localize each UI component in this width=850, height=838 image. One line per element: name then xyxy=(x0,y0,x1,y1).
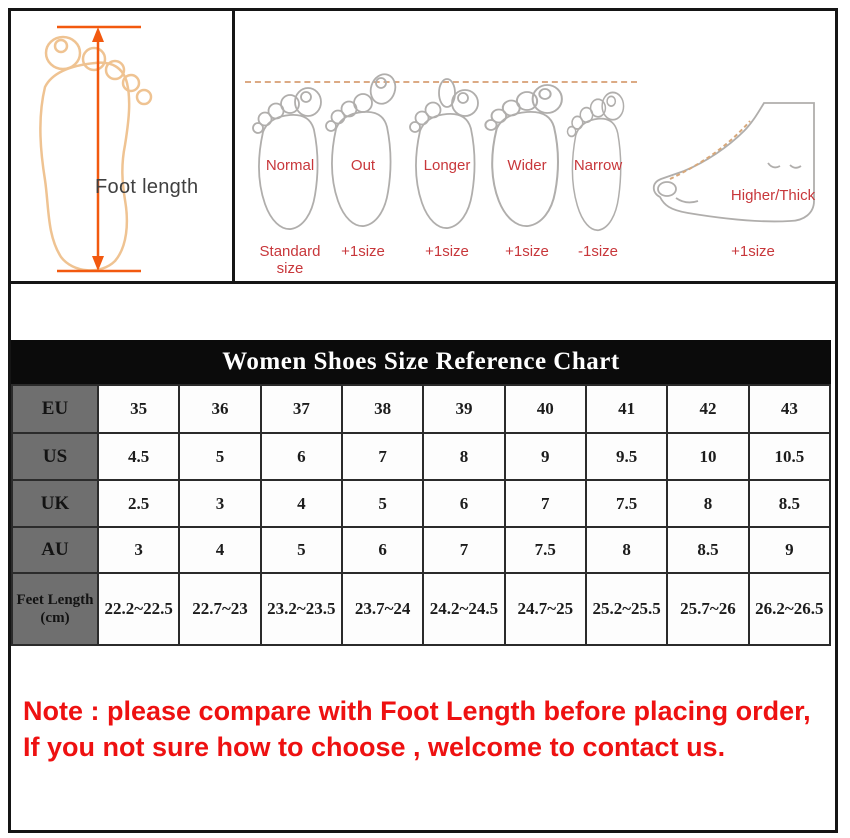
foot-normal-icon xyxy=(250,64,330,239)
order-note-line1: Note : please compare with Foot Length before placing order, xyxy=(23,696,811,726)
size-cell: 7.5 xyxy=(505,527,586,573)
fit-type-label-normal: Normal xyxy=(265,157,315,174)
table-row-au xyxy=(12,527,830,573)
size-cell: 10 xyxy=(667,433,748,480)
size-chart-table xyxy=(11,384,831,646)
size-cell: 8 xyxy=(423,433,504,480)
size-cell: 9 xyxy=(749,527,830,573)
size-cell: 2.5 xyxy=(98,480,179,527)
size-cell: 9 xyxy=(505,433,586,480)
foot-length-measure-icon xyxy=(17,15,222,277)
fit-advice-longer: +1size xyxy=(425,243,469,260)
table-row-us xyxy=(12,433,830,480)
fit-guide-panel xyxy=(235,11,835,281)
size-chart-title: Women Shoes Size Reference Chart xyxy=(11,340,831,384)
size-cell: 3 xyxy=(98,527,179,573)
order-note xyxy=(11,694,835,765)
size-cell: 10.5 xyxy=(749,433,830,480)
fit-advice-normal: Standard size xyxy=(259,243,321,278)
order-note-line2: If you not sure how to choose , welcome to contact us. xyxy=(23,731,726,762)
size-cell: 25.7~26 xyxy=(667,573,748,645)
size-cell: 7.5 xyxy=(586,480,667,527)
size-cell: 5 xyxy=(342,480,423,527)
size-cell: 7 xyxy=(342,433,423,480)
foot-length-label: Foot length xyxy=(95,176,199,198)
size-cell: 5 xyxy=(179,433,260,480)
fit-type-label-wider: Wider xyxy=(507,157,547,174)
foot-narrow-icon xyxy=(565,69,631,240)
fit-type-label-longer: Longer xyxy=(423,157,471,174)
size-cell: 8 xyxy=(586,527,667,573)
size-cell: 41 xyxy=(586,385,667,433)
size-cell: 36 xyxy=(179,385,260,433)
size-cell: 43 xyxy=(749,385,830,433)
row-header-feet-length: Feet Length (cm) xyxy=(12,573,98,645)
row-header-au: AU xyxy=(12,527,98,573)
top-section xyxy=(11,11,835,284)
foot-side-profile-icon xyxy=(648,101,823,246)
size-cell: 4 xyxy=(179,527,260,573)
size-cell: 8 xyxy=(667,480,748,527)
size-cell: 22.7~23 xyxy=(179,573,260,645)
size-chart-section xyxy=(11,340,831,646)
size-cell: 6 xyxy=(342,527,423,573)
row-header-us: US xyxy=(12,433,98,480)
fit-advice-wider: +1size xyxy=(505,243,549,260)
fit-advice-out: +1size xyxy=(341,243,385,260)
size-cell: 9.5 xyxy=(586,433,667,480)
size-cell: 35 xyxy=(98,385,179,433)
size-cell: 23.2~23.5 xyxy=(261,573,342,645)
size-cell: 24.2~24.5 xyxy=(423,573,504,645)
size-cell: 6 xyxy=(261,433,342,480)
size-cell: 23.7~24 xyxy=(342,573,423,645)
row-header-uk: UK xyxy=(12,480,98,527)
foot-wider-icon xyxy=(482,61,572,236)
size-cell: 7 xyxy=(505,480,586,527)
fit-advice-narrow: -1size xyxy=(577,243,619,260)
size-cell: 42 xyxy=(667,385,748,433)
size-cell: 6 xyxy=(423,480,504,527)
table-row-eu xyxy=(12,385,830,433)
table-row-uk xyxy=(12,480,830,527)
foot-measure-panel xyxy=(11,11,235,281)
size-cell: 3 xyxy=(179,480,260,527)
size-cell: 22.2~22.5 xyxy=(98,573,179,645)
fit-type-label-narrow: Narrow xyxy=(573,157,623,174)
size-cell: 7 xyxy=(423,527,504,573)
outer-frame xyxy=(8,8,838,833)
size-cell: 37 xyxy=(261,385,342,433)
size-cell: 24.7~25 xyxy=(505,573,586,645)
size-cell: 8.5 xyxy=(667,527,748,573)
table-row-feet-length xyxy=(12,573,830,645)
foot-out-icon xyxy=(323,61,403,236)
size-cell: 4.5 xyxy=(98,433,179,480)
size-cell: 38 xyxy=(342,385,423,433)
size-cell: 26.2~26.5 xyxy=(749,573,830,645)
size-cell: 39 xyxy=(423,385,504,433)
size-cell: 40 xyxy=(505,385,586,433)
foot-longer-icon xyxy=(407,63,487,238)
size-cell: 5 xyxy=(261,527,342,573)
fit-type-label-out: Out xyxy=(350,157,376,174)
size-cell: 4 xyxy=(261,480,342,527)
size-cell: 25.2~25.5 xyxy=(586,573,667,645)
row-header-eu: EU xyxy=(12,385,98,433)
fit-type-label-higher-thick: Higher/Thick xyxy=(730,187,816,204)
fit-advice-higher-thick: +1size xyxy=(731,243,775,260)
size-cell: 8.5 xyxy=(749,480,830,527)
